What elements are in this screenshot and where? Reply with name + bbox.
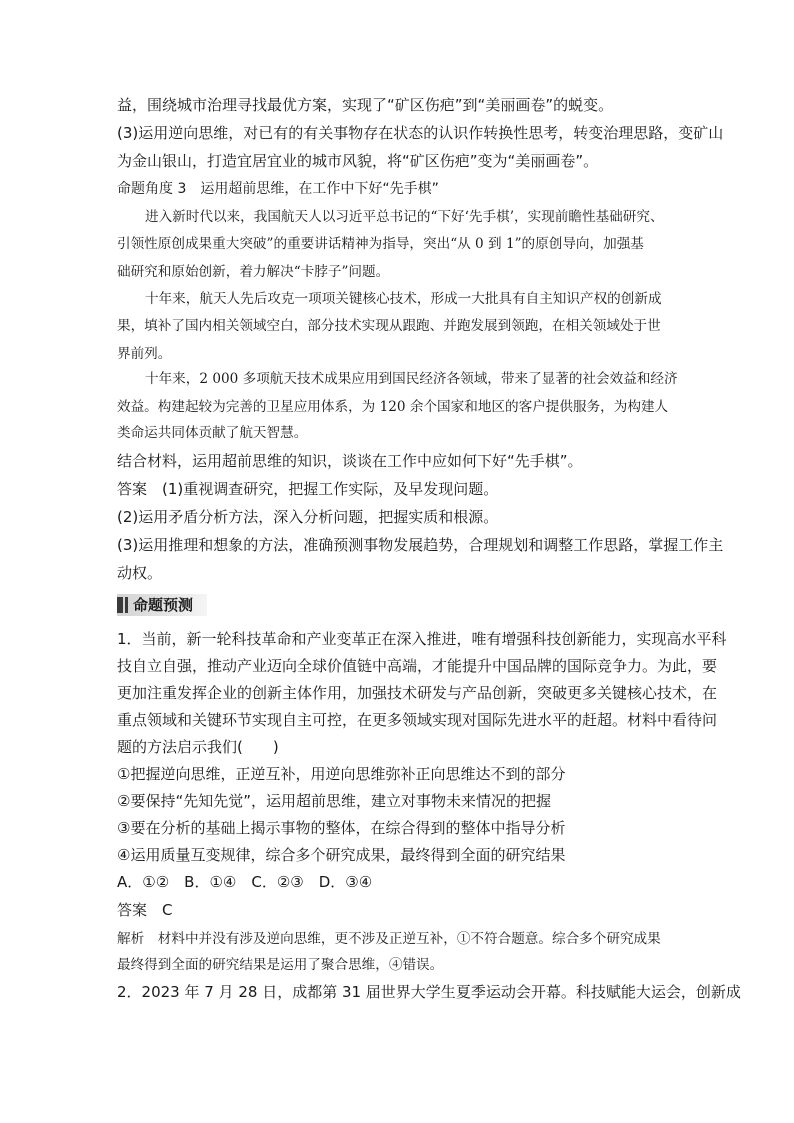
option-line: ①把握逆向思维，正逆互补，用逆向思维弥补正向思维达不到的部分 (117, 765, 566, 783)
question-line: 2．2023 年 7 月 28 日，成都第 31 届世界大学生夏季运动会开幕。科技赋能大运会，创新成 (117, 983, 741, 1001)
analysis-line: 最终得到全面的研究结果是运用了聚合思维，④错误。 (117, 957, 444, 973)
material-line: 引领性原创成果重大突破”的重要讲话精神为指导，突出“从 0 到 1”的原创导向，加强基 (117, 236, 644, 252)
answer-line: 答案 C (117, 901, 173, 919)
text-line: 为金山银山，打造宜居宜业的城市风貌，将“矿区伤疤”变为“美丽画卷”。 (117, 152, 599, 170)
material-line: 界前列。 (117, 346, 172, 362)
question-prompt: 结合材料，运用超前思维的知识，谈谈在工作中应如何下好“先手棋”。 (117, 452, 583, 470)
subsection-heading: 命题角度 3 运用超前思维，在工作中下好“先手棋” (117, 181, 439, 197)
text-line: 益，围绕城市治理寻找最优方案，实现了“矿区伤疤”到“美丽画卷”的蜕变。 (117, 96, 614, 114)
section-title: 命题预测 (133, 596, 194, 614)
question-line: 技自立自强，推动产业迈向全球价值链中高端，才能提升中国品牌的国际竞争力。为此，要 (117, 657, 718, 675)
analysis-line: 解析 材料中并没有涉及逆向思维，更不涉及正逆互补，①不符合题意。综合多个研究成果 (117, 931, 661, 947)
text-line: (3)运用逆向思维，对已有的有关事物存在状态的认识作转换性思考，转变治理思路，变矿山 (117, 124, 724, 142)
question-line: 更加注重发挥企业的创新主体作用，加强技术研发与产品创新，突破更多关键核心技术，在 (117, 684, 718, 702)
question-line: 1．当前，新一轮科技革命和产业变革正在深入推进，唯有增强科技创新能力，实现高水平科 (117, 630, 727, 648)
question-line: 重点领域和关键环节实现自主可控，在更多领域实现对国际先进水平的赶超。材料中看待问 (117, 711, 718, 729)
option-line: ③要在分析的基础上揭示事物的整体，在综合得到的整体中指导分析 (117, 819, 566, 837)
material-line: 进入新时代以来，我国航天人以习近平总书记的“下好‘先手棋’，实现前瞻性基础研究、 (145, 209, 664, 225)
material-line: 础研究和原始创新，着力解决“卡脖子”问题。 (117, 264, 390, 280)
section-marker-icon (117, 597, 123, 613)
material-line: 效益。构建起较为完善的卫星应用体系，为 120 余个国家和地区的客户提供服务，为构建人 (117, 399, 669, 415)
option-line: ②要保持“先知先觉”，运用超前思维，建立对事物未来情况的把握 (117, 792, 551, 810)
section-marker-icon (125, 597, 128, 613)
material-line: 十年来，2 000 多项航天技术成果应用到国民经济各领域，带来了显著的社会效益和经济 (145, 371, 678, 387)
question-line: 题的方法启示我们( ) (117, 738, 279, 756)
answer-line: (2)运用矛盾分析方法，深入分析问题，把握实质和根源。 (117, 508, 499, 526)
answer-line: 答案 (1)重视调查研究，把握工作实际，及早发现问题。 (117, 480, 499, 498)
option-line: ④运用质量互变规律，综合多个研究成果，最终得到全面的研究结果 (117, 846, 566, 864)
material-line: 果，填补了国内相关领域空白，部分技术实现从跟跑、并跑发展到领跑，在相关领域处于世 (117, 318, 661, 334)
material-line: 十年来，航天人先后攻克一项项关键核心技术，形成一大批具有自主知识产权的创新成 (145, 291, 662, 307)
answer-line: 动权。 (117, 564, 163, 582)
choices-line: A．①② B．①④ C．②③ D．③④ (117, 873, 373, 891)
material-line: 类命运共同体贡献了航天智慧。 (117, 425, 308, 441)
answer-line: (3)运用推理和想象的方法，准确预测事物发展趋势，合理规划和调整工作思路，掌握工作主 (117, 536, 724, 554)
